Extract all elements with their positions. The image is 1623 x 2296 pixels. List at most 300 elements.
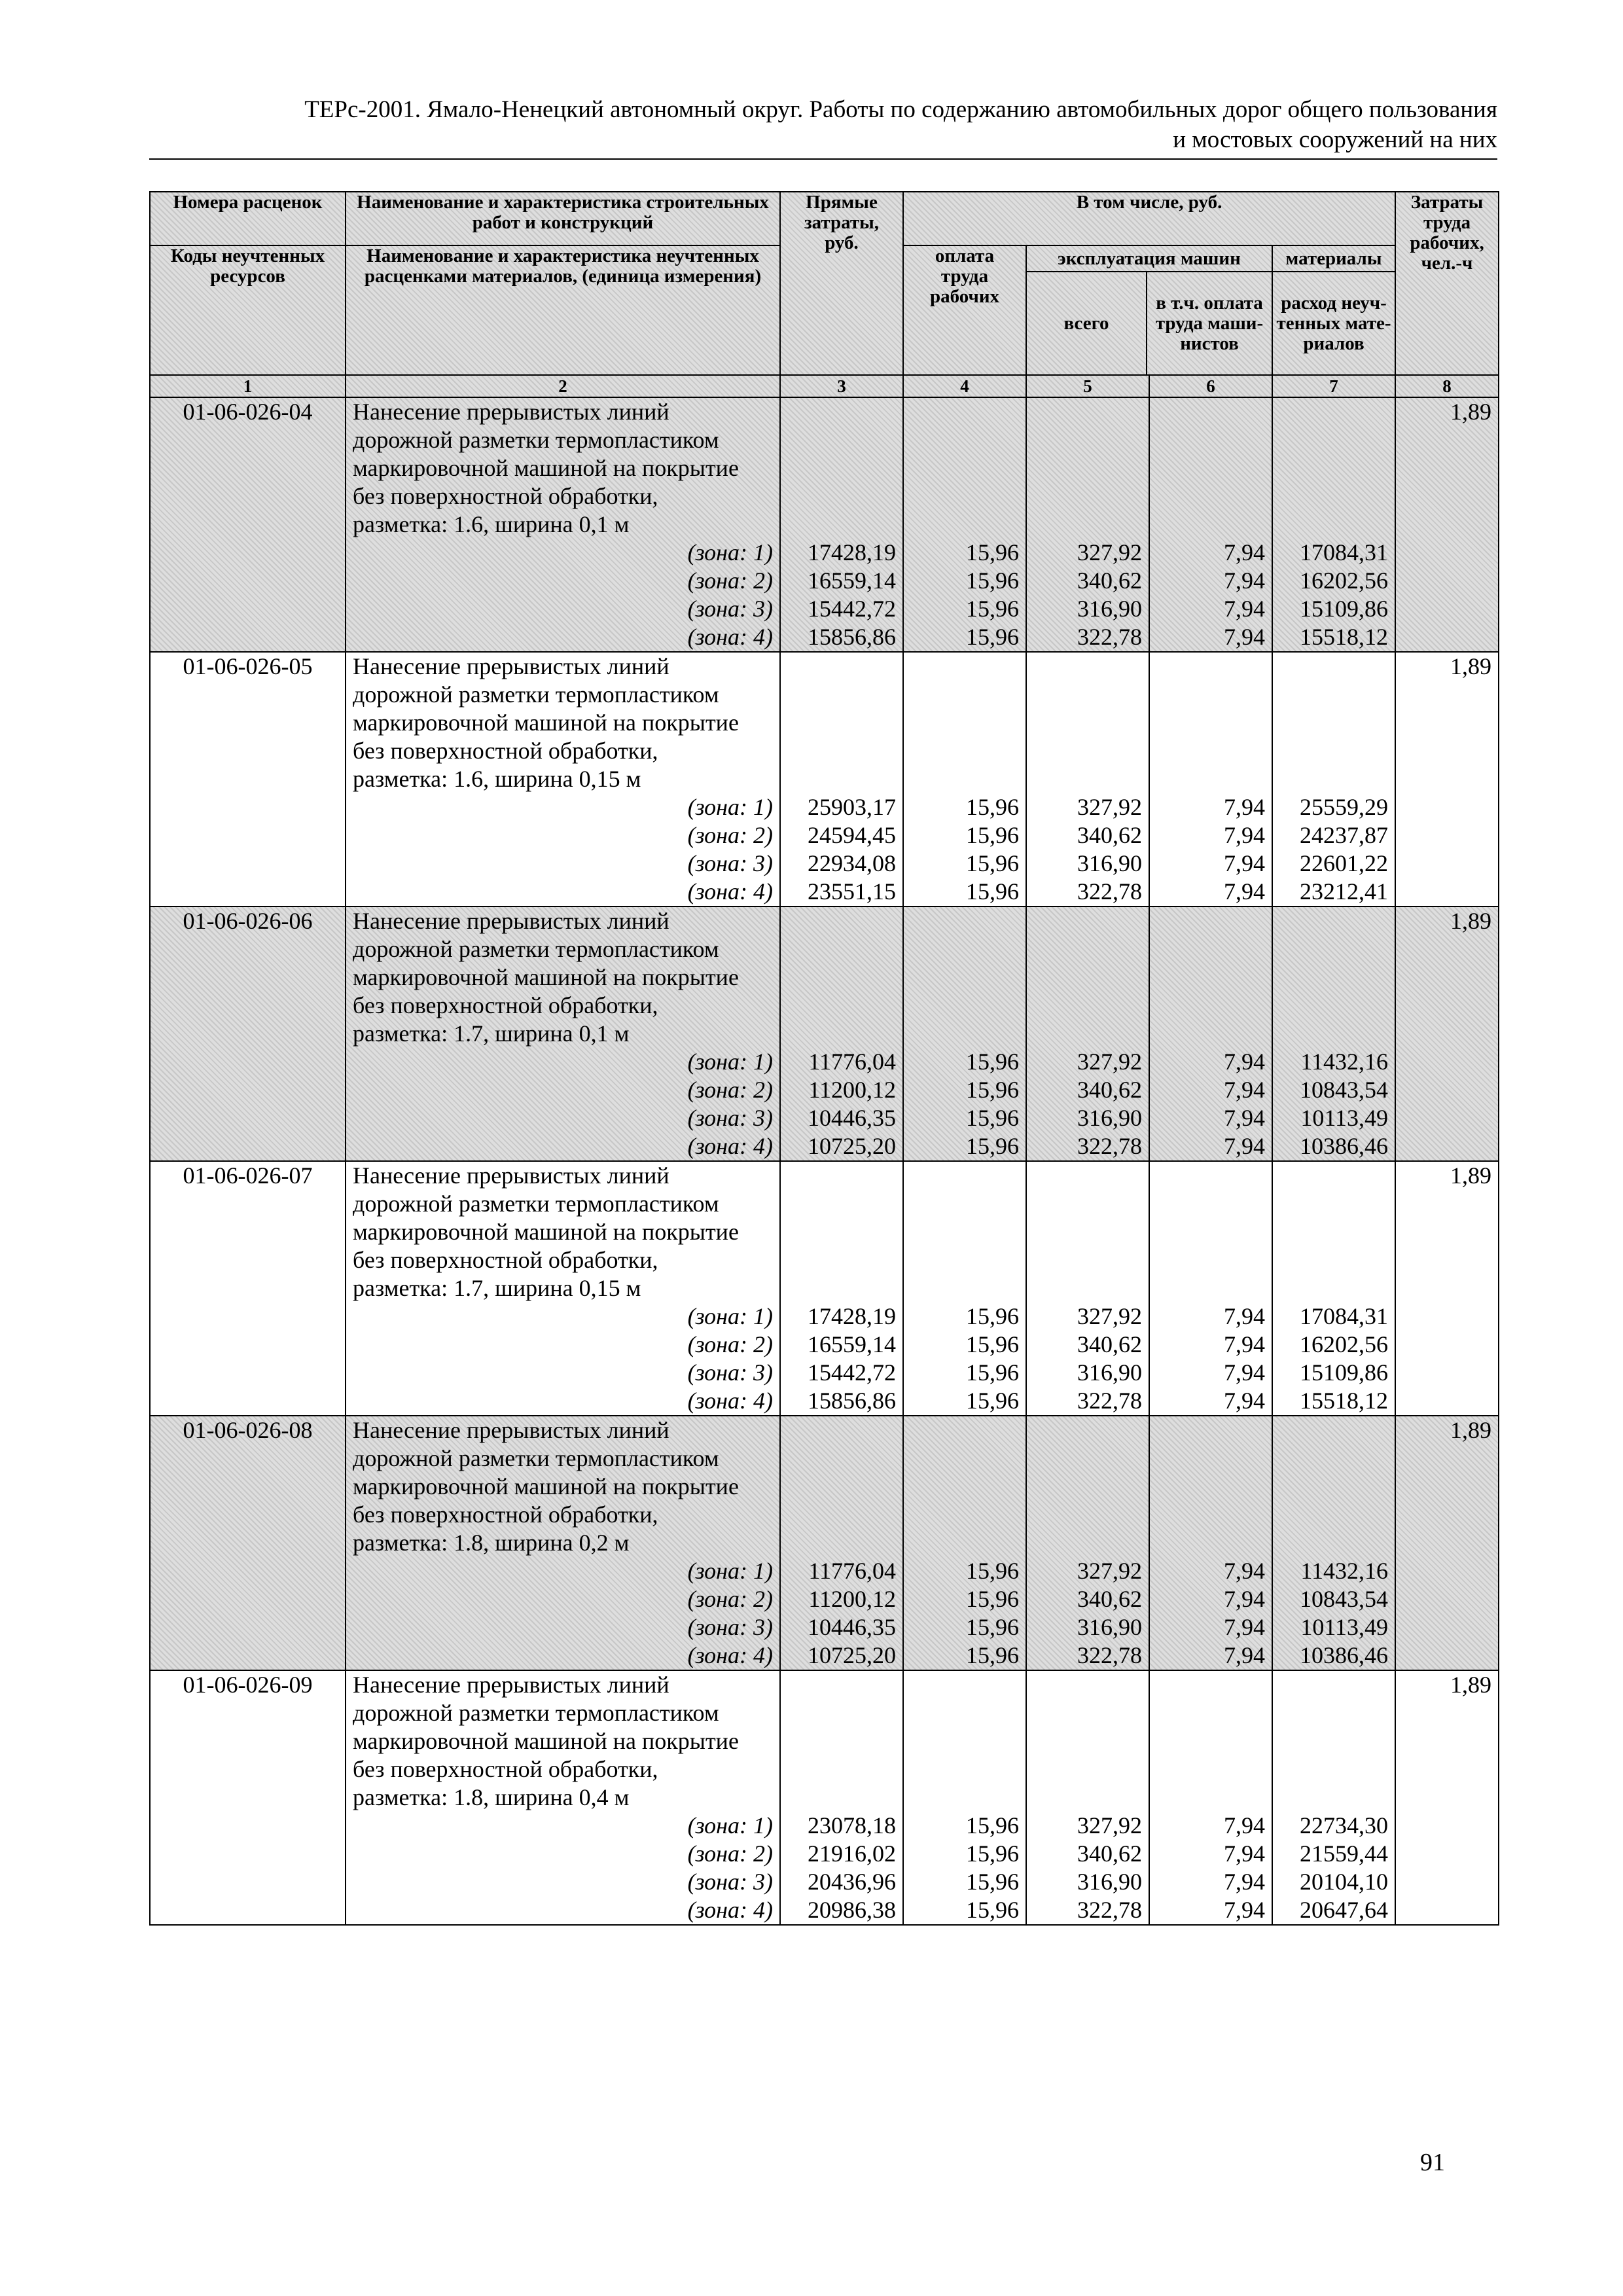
machine-total: 322,78	[1077, 878, 1142, 905]
direct-cost: 10725,20	[808, 1133, 896, 1159]
spacer	[1279, 907, 1388, 1048]
labor-pay: 15,96	[966, 1840, 1019, 1867]
header-machine-operation-group	[1026, 245, 1272, 375]
header-including: В том числе, руб.	[903, 192, 1395, 245]
zone-label: (зона: 4)	[687, 1897, 773, 1923]
spacer	[1279, 398, 1388, 539]
direct-cost: 11200,12	[808, 1586, 896, 1612]
rate-code-cell	[150, 1416, 346, 1670]
spacer	[1156, 1162, 1265, 1302]
machine-total-cell	[1026, 397, 1149, 652]
direct-cost: 20986,38	[808, 1897, 896, 1923]
spacer	[1156, 907, 1265, 1048]
labor-pay: 15,96	[966, 1133, 1019, 1159]
materials-cost: 10843,54	[1300, 1077, 1389, 1103]
machine-total-cell	[1026, 1670, 1149, 1925]
materials-cost-cell	[1272, 397, 1395, 652]
spacer	[1279, 1416, 1388, 1557]
machinist-pay-cell	[1149, 906, 1272, 1161]
direct-cost-cell	[780, 652, 903, 906]
machinist-pay: 7,94	[1224, 822, 1265, 848]
labor-pay-cell	[903, 1161, 1026, 1416]
zone-label: (зона: 4)	[687, 1642, 773, 1668]
header-resource-codes: Коды неучтенных ресурсов	[150, 245, 346, 375]
direct-cost-cell	[780, 1161, 903, 1416]
labor-hours: 1,89	[1450, 1672, 1492, 1698]
labor-pay: 15,96	[966, 1388, 1019, 1414]
description-line: Нанесение прерывистых линий	[353, 1162, 669, 1189]
header-machinist-pay: в т.ч. оплата труда маши-нистов	[1155, 292, 1264, 354]
rate-code: 01-06-026-05	[183, 653, 313, 679]
description-line: маркировочной машиной на покрытие	[353, 1473, 739, 1499]
spacer	[787, 398, 896, 539]
machinist-pay-cell	[1149, 1416, 1272, 1670]
description-line: маркировочной машиной на покрытие	[353, 964, 739, 990]
machine-total: 316,90	[1077, 1869, 1142, 1895]
spacer	[910, 1162, 1019, 1302]
materials-cost-cell	[1272, 1670, 1395, 1925]
rate-code: 01-06-026-08	[183, 1417, 313, 1443]
direct-cost: 25903,17	[808, 794, 896, 820]
rate-code: 01-06-026-07	[183, 1162, 313, 1189]
zone-label: (зона: 4)	[687, 1388, 773, 1414]
table-body	[150, 397, 1499, 1925]
materials-cost: 21559,44	[1300, 1840, 1389, 1867]
header-labor-pay: оплата труда рабочих	[903, 245, 1026, 375]
direct-cost: 17428,19	[808, 1303, 896, 1329]
description-cell	[346, 652, 780, 906]
labor-pay-cell	[903, 652, 1026, 906]
machine-total: 316,90	[1077, 1105, 1142, 1131]
description-line: Нанесение прерывистых линий	[353, 399, 669, 425]
table-header	[150, 192, 1499, 397]
description-line: дорожной разметки термопластиком	[353, 1445, 719, 1471]
direct-cost: 24594,45	[808, 822, 896, 848]
machinist-pay-cell	[1149, 652, 1272, 906]
labor-pay: 15,96	[966, 850, 1019, 876]
labor-pay-cell	[903, 1670, 1026, 1925]
labor-pay: 15,96	[966, 624, 1019, 650]
description-line: без поверхностной обработки,	[353, 738, 658, 764]
machinist-pay: 7,94	[1224, 539, 1265, 565]
spacer	[910, 398, 1019, 539]
labor-hours-cell	[1395, 1416, 1499, 1670]
description-line: без поверхностной обработки,	[353, 1501, 658, 1528]
description-line: маркировочной машиной на покрытие	[353, 1728, 739, 1754]
machinist-pay-cell	[1149, 1161, 1272, 1416]
materials-cost: 15518,12	[1300, 1388, 1389, 1414]
materials-cost-cell	[1272, 1161, 1395, 1416]
machine-total: 340,62	[1077, 822, 1142, 848]
col-number: 8	[1395, 375, 1499, 397]
materials-cost: 15109,86	[1300, 1359, 1389, 1386]
machinist-pay: 7,94	[1224, 1558, 1265, 1584]
description-line: дорожной разметки термопластиком	[353, 1700, 719, 1726]
description-line: маркировочной машиной на покрытие	[353, 455, 739, 481]
materials-cost: 15518,12	[1300, 624, 1389, 650]
machine-total: 316,90	[1077, 1359, 1142, 1386]
labor-hours: 1,89	[1450, 399, 1492, 425]
labor-pay: 15,96	[966, 1359, 1019, 1386]
description-line: маркировочной машиной на покрытие	[353, 709, 739, 736]
materials-cost: 10113,49	[1300, 1105, 1389, 1131]
machinist-pay-cell	[1149, 397, 1272, 652]
zone-label: (зона: 1)	[687, 794, 773, 820]
machine-total-cell	[1026, 906, 1149, 1161]
spacer	[1033, 1671, 1142, 1812]
direct-cost-cell	[780, 1670, 903, 1925]
labor-pay-cell	[903, 906, 1026, 1161]
machinist-pay: 7,94	[1224, 1359, 1265, 1386]
machine-total: 327,92	[1077, 1812, 1142, 1839]
machine-total: 316,90	[1077, 850, 1142, 876]
labor-hours-cell	[1395, 397, 1499, 652]
machine-total: 316,90	[1077, 596, 1142, 622]
machinist-pay: 7,94	[1224, 1614, 1265, 1640]
labor-hours-cell	[1395, 906, 1499, 1161]
description-line: Нанесение прерывистых линий	[353, 908, 669, 934]
direct-cost: 15856,86	[808, 624, 896, 650]
spacer	[910, 1671, 1019, 1812]
machine-total: 327,92	[1077, 1049, 1142, 1075]
labor-hours: 1,89	[1450, 908, 1492, 934]
rate-code: 01-06-026-06	[183, 908, 313, 934]
direct-cost: 20436,96	[808, 1869, 896, 1895]
labor-hours: 1,89	[1450, 1162, 1492, 1189]
machinist-pay: 7,94	[1224, 1077, 1265, 1103]
table-row	[150, 652, 1499, 906]
rate-code: 01-06-026-04	[183, 399, 313, 425]
zone-label: (зона: 3)	[687, 850, 773, 876]
description-line: разметка: 1.6, ширина 0,1 м	[353, 511, 630, 537]
spacer	[787, 653, 896, 793]
labor-hours: 1,89	[1450, 653, 1492, 679]
spacer	[1033, 653, 1142, 793]
table-row	[150, 1670, 1499, 1925]
materials-cost: 20104,10	[1300, 1869, 1389, 1895]
machine-total-cell	[1026, 652, 1149, 906]
description-line: дорожной разметки термопластиком	[353, 427, 719, 453]
header-divider	[149, 158, 1497, 160]
machine-total: 340,62	[1077, 567, 1142, 594]
description-line: Нанесение прерывистых линий	[353, 1672, 669, 1698]
direct-cost: 15442,72	[808, 596, 896, 622]
col-number: 7	[1272, 375, 1395, 397]
spacer	[787, 1671, 896, 1812]
machinist-pay: 7,94	[1224, 1133, 1265, 1159]
description-line: без поверхностной обработки,	[353, 992, 658, 1018]
labor-pay: 15,96	[966, 878, 1019, 905]
direct-cost: 22934,08	[808, 850, 896, 876]
machinist-pay: 7,94	[1224, 1049, 1265, 1075]
rate-code-cell	[150, 652, 346, 906]
machine-total: 322,78	[1077, 624, 1142, 650]
direct-cost: 11776,04	[808, 1049, 896, 1075]
materials-cost: 25559,29	[1300, 794, 1389, 820]
header-direct-costs: Прямые затраты, руб.	[780, 192, 903, 375]
header-labor-costs: Затраты труда рабочих, чел.-ч	[1395, 192, 1499, 375]
direct-cost: 23551,15	[808, 878, 896, 905]
direct-cost: 21916,02	[808, 1840, 896, 1867]
description-line: Нанесение прерывистых линий	[353, 653, 669, 679]
description-line: дорожной разметки термопластиком	[353, 1191, 719, 1217]
materials-cost: 10113,49	[1300, 1614, 1389, 1640]
description-line: дорожной разметки термопластиком	[353, 681, 719, 708]
machinist-pay: 7,94	[1224, 850, 1265, 876]
spacer	[1033, 1162, 1142, 1302]
rates-table	[149, 191, 1499, 1926]
zone-label: (зона: 2)	[687, 822, 773, 848]
header-material-name: Наименование и характеристика неучтенных расценками материалов, (единица измерения)	[346, 245, 780, 375]
col-number: 5	[1026, 375, 1149, 397]
direct-cost: 11776,04	[808, 1558, 896, 1584]
direct-cost: 16559,14	[808, 1331, 896, 1357]
labor-hours-cell	[1395, 652, 1499, 906]
header-title-line-2: и мостовых сооружений на них	[1173, 126, 1497, 153]
direct-cost-cell	[780, 397, 903, 652]
labor-pay: 15,96	[966, 1586, 1019, 1612]
description-cell	[346, 1416, 780, 1670]
machine-total: 316,90	[1077, 1614, 1142, 1640]
zone-label: (зона: 2)	[687, 567, 773, 594]
machinist-pay: 7,94	[1224, 1642, 1265, 1668]
labor-pay: 15,96	[966, 1642, 1019, 1668]
spacer	[1156, 1416, 1265, 1557]
machine-total: 322,78	[1077, 1133, 1142, 1159]
description-line: разметка: 1.8, ширина 0,4 м	[353, 1784, 630, 1810]
description-line: без поверхностной обработки,	[353, 1756, 658, 1782]
description-cell	[346, 1161, 780, 1416]
header-machine-total: всего	[1027, 272, 1147, 374]
spacer	[1156, 653, 1265, 793]
header-machine-operation: эксплуатация машин	[1027, 246, 1272, 272]
materials-cost-cell	[1272, 1416, 1395, 1670]
labor-pay-cell	[903, 397, 1026, 652]
direct-cost: 17428,19	[808, 539, 896, 565]
rate-code-cell	[150, 397, 346, 652]
spacer	[1156, 398, 1265, 539]
col-number: 1	[150, 375, 346, 397]
labor-pay: 15,96	[966, 567, 1019, 594]
machine-total: 327,92	[1077, 794, 1142, 820]
rate-code-cell	[150, 906, 346, 1161]
zone-label: (зона: 4)	[687, 1133, 773, 1159]
labor-pay: 15,96	[966, 596, 1019, 622]
machine-total: 322,78	[1077, 1897, 1142, 1923]
materials-cost: 10843,54	[1300, 1586, 1389, 1612]
labor-pay: 15,96	[966, 1331, 1019, 1357]
table-row	[150, 397, 1499, 652]
zone-label: (зона: 2)	[687, 1840, 773, 1867]
materials-cost: 22734,30	[1300, 1812, 1389, 1839]
machinist-pay: 7,94	[1224, 1388, 1265, 1414]
direct-cost: 23078,18	[808, 1812, 896, 1839]
header-work-name: Наименование и характеристика строительных работ и конструкций	[346, 192, 780, 245]
materials-cost: 23212,41	[1300, 878, 1389, 905]
zone-label: (зона: 3)	[687, 1869, 773, 1895]
machinist-pay: 7,94	[1224, 1840, 1265, 1867]
page-number: 91	[1420, 2149, 1445, 2176]
col-number: 3	[780, 375, 903, 397]
zone-label: (зона: 3)	[687, 1105, 773, 1131]
machinist-pay: 7,94	[1224, 1105, 1265, 1131]
machinist-pay: 7,94	[1224, 1331, 1265, 1357]
spacer	[787, 1416, 896, 1557]
materials-cost: 10386,46	[1300, 1642, 1389, 1668]
materials-cost: 15109,86	[1300, 596, 1389, 622]
zone-label: (зона: 1)	[687, 539, 773, 565]
labor-pay: 15,96	[966, 794, 1019, 820]
machinist-pay: 7,94	[1224, 624, 1265, 650]
machine-total: 340,62	[1077, 1840, 1142, 1867]
machinist-pay: 7,94	[1224, 596, 1265, 622]
materials-cost: 17084,31	[1300, 1303, 1389, 1329]
description-cell	[346, 397, 780, 652]
direct-cost: 10725,20	[808, 1642, 896, 1668]
spacer	[1156, 1671, 1265, 1812]
machine-total-cell	[1026, 1161, 1149, 1416]
spacer	[910, 1416, 1019, 1557]
rate-code-cell	[150, 1161, 346, 1416]
machinist-pay: 7,94	[1224, 878, 1265, 905]
materials-cost: 16202,56	[1300, 1331, 1389, 1357]
direct-cost-cell	[780, 1416, 903, 1670]
machine-total: 327,92	[1077, 1303, 1142, 1329]
labor-pay: 15,96	[966, 822, 1019, 848]
materials-cost-cell	[1272, 652, 1395, 906]
materials-cost: 17084,31	[1300, 539, 1389, 565]
labor-pay: 15,96	[966, 1869, 1019, 1895]
direct-cost: 15442,72	[808, 1359, 896, 1386]
col-number: 2	[346, 375, 780, 397]
col-number: 6	[1149, 375, 1272, 397]
description-line: без поверхностной обработки,	[353, 483, 658, 509]
description-line: разметка: 1.6, ширина 0,15 м	[353, 766, 641, 792]
materials-cost: 20647,64	[1300, 1897, 1389, 1923]
machine-total: 322,78	[1077, 1388, 1142, 1414]
description-line: разметка: 1.8, ширина 0,2 м	[353, 1530, 630, 1556]
zone-label: (зона: 3)	[687, 596, 773, 622]
machine-total: 327,92	[1077, 1558, 1142, 1584]
rate-code: 01-06-026-09	[183, 1672, 313, 1698]
zone-label: (зона: 4)	[687, 878, 773, 905]
machinist-pay: 7,94	[1224, 1897, 1265, 1923]
rate-code-cell	[150, 1670, 346, 1925]
zone-label: (зона: 2)	[687, 1331, 773, 1357]
header-title-line-1: ТЕРс-2001. Ямало-Ненецкий автономный округ. Работы по содержанию автомобильных дорог общего пользования	[304, 96, 1497, 123]
labor-pay: 15,96	[966, 539, 1019, 565]
machinist-pay: 7,94	[1224, 794, 1265, 820]
labor-pay-cell	[903, 1416, 1026, 1670]
labor-pay: 15,96	[966, 1077, 1019, 1103]
spacer	[910, 653, 1019, 793]
direct-cost: 10446,35	[808, 1614, 896, 1640]
zone-label: (зона: 4)	[687, 624, 773, 650]
direct-cost: 11200,12	[808, 1077, 896, 1103]
description-line: дорожной разметки термопластиком	[353, 936, 719, 962]
zone-label: (зона: 1)	[687, 1049, 773, 1075]
spacer	[787, 907, 896, 1048]
zone-label: (зона: 3)	[687, 1614, 773, 1640]
description-line: разметка: 1.7, ширина 0,1 м	[353, 1020, 630, 1047]
machine-total: 340,62	[1077, 1077, 1142, 1103]
machine-total: 327,92	[1077, 539, 1142, 565]
machine-total: 340,62	[1077, 1331, 1142, 1357]
machinist-pay: 7,94	[1224, 1869, 1265, 1895]
zone-label: (зона: 2)	[687, 1586, 773, 1612]
description-line: без поверхностной обработки,	[353, 1247, 658, 1273]
labor-hours: 1,89	[1450, 1417, 1492, 1443]
machinist-pay: 7,94	[1224, 1586, 1265, 1612]
labor-pay: 15,96	[966, 1897, 1019, 1923]
header-materials-group	[1272, 245, 1395, 375]
machine-total: 340,62	[1077, 1586, 1142, 1612]
zone-label: (зона: 1)	[687, 1558, 773, 1584]
header-rate-numbers: Номера расценок	[150, 192, 346, 245]
direct-cost: 10446,35	[808, 1105, 896, 1131]
description-line: разметка: 1.7, ширина 0,15 м	[353, 1275, 641, 1301]
table-row	[150, 1416, 1499, 1670]
spacer	[787, 1162, 896, 1302]
materials-cost: 16202,56	[1300, 567, 1389, 594]
header-materials: материалы	[1273, 246, 1395, 272]
zone-label: (зона: 1)	[687, 1812, 773, 1839]
col-number: 4	[903, 375, 1026, 397]
spacer	[1279, 1162, 1388, 1302]
direct-cost: 16559,14	[808, 567, 896, 594]
spacer	[1033, 1416, 1142, 1557]
header-materials-sub: расход неуч-тенных мате-риалов	[1276, 292, 1391, 354]
machinist-pay: 7,94	[1224, 567, 1265, 594]
labor-pay: 15,96	[966, 1105, 1019, 1131]
machine-total: 322,78	[1077, 1642, 1142, 1668]
machinist-pay: 7,94	[1224, 1303, 1265, 1329]
labor-pay: 15,96	[966, 1049, 1019, 1075]
table-row	[150, 906, 1499, 1161]
machinist-pay-cell	[1149, 1670, 1272, 1925]
description-cell	[346, 1670, 780, 1925]
labor-hours-cell	[1395, 1670, 1499, 1925]
direct-cost: 15856,86	[808, 1388, 896, 1414]
spacer	[1033, 907, 1142, 1048]
labor-pay: 15,96	[966, 1303, 1019, 1329]
machinist-pay: 7,94	[1224, 1812, 1265, 1839]
description-line: маркировочной машиной на покрытие	[353, 1219, 739, 1245]
materials-cost: 11432,16	[1300, 1558, 1389, 1584]
materials-cost-cell	[1272, 906, 1395, 1161]
zone-label: (зона: 3)	[687, 1359, 773, 1386]
description-line: Нанесение прерывистых линий	[353, 1417, 669, 1443]
labor-hours-cell	[1395, 1161, 1499, 1416]
labor-pay: 15,96	[966, 1614, 1019, 1640]
spacer	[1033, 398, 1142, 539]
labor-pay: 15,96	[966, 1812, 1019, 1839]
materials-cost: 10386,46	[1300, 1133, 1389, 1159]
direct-cost-cell	[780, 906, 903, 1161]
spacer	[1279, 653, 1388, 793]
table-row	[150, 1161, 1499, 1416]
page-header	[149, 95, 1497, 155]
zone-label: (зона: 2)	[687, 1077, 773, 1103]
description-cell	[346, 906, 780, 1161]
spacer	[910, 907, 1019, 1048]
materials-cost: 24237,87	[1300, 822, 1389, 848]
spacer	[1279, 1671, 1388, 1812]
materials-cost: 22601,22	[1300, 850, 1389, 876]
labor-pay: 15,96	[966, 1558, 1019, 1584]
machine-total-cell	[1026, 1416, 1149, 1670]
zone-label: (зона: 1)	[687, 1303, 773, 1329]
